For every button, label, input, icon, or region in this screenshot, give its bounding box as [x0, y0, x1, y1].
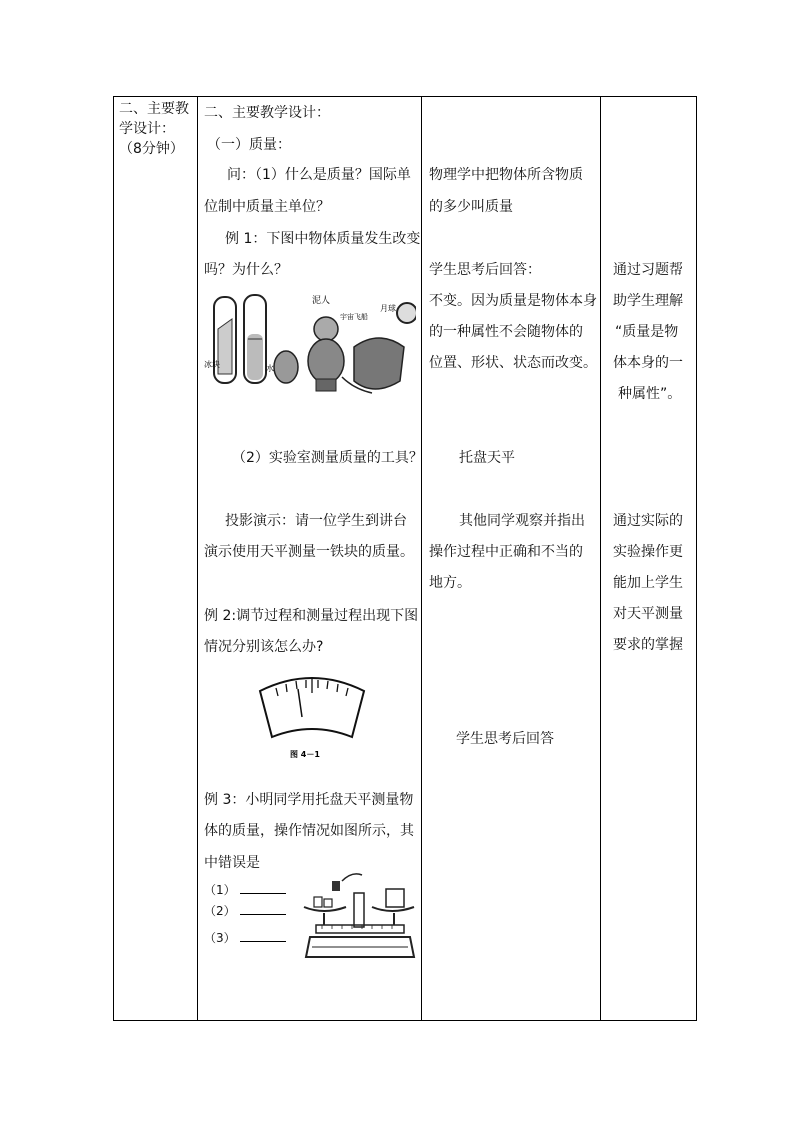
observe-line2: 操作过程中正确和不当的 [429, 544, 583, 560]
mass-change-figure [204, 289, 416, 405]
answer1-line4: 位置、形状、状态而改变。 [429, 355, 597, 371]
section-duration: （8分钟） [119, 141, 184, 157]
observe-line1: 其他同学观察并指出 [459, 513, 585, 529]
answer-blank-3 [204, 928, 286, 948]
ice-block [218, 319, 232, 374]
spaceship [354, 338, 404, 389]
clay-figure-head [314, 317, 338, 341]
mass-definition-line1: 物理学中把物体所含物质 [429, 167, 583, 183]
purpose1-line4: 体本身的一 [613, 355, 683, 371]
question1-line1: 问：（1）什么是质量？国际单 [227, 167, 411, 183]
answer1-line2: 不变。因为质量是物体本身 [429, 293, 597, 309]
example1-line1: 例 1：下图中物体质量发生改变 [225, 231, 421, 247]
clay-lump [274, 351, 298, 383]
tweezers [342, 874, 362, 881]
section-heading-line1: 二、主要教 [119, 101, 189, 117]
observe-line3: 地方。 [429, 575, 471, 591]
design-purpose-cell [601, 97, 697, 1021]
purpose1-line5: 种属性”。 [618, 386, 682, 402]
purpose2-line5: 要求的掌握 [613, 637, 683, 653]
blank3-label: （3） [204, 931, 236, 945]
weight-left-1 [314, 897, 322, 907]
example3-line2: 体的质量，操作情况如图所示，其 [204, 823, 414, 839]
mass-definition-line2: 的多少叫质量 [429, 199, 513, 215]
water-label: 水 [266, 364, 274, 373]
question1-line2: 位制中质量主单位？ [204, 199, 330, 215]
answer-blank-1 [204, 880, 286, 900]
section-cell [114, 97, 198, 1021]
purpose1-line2: 助学生理解 [613, 293, 683, 309]
table-row [114, 97, 697, 1021]
moon [397, 303, 416, 323]
weight-on-tweezers [332, 881, 340, 891]
purpose2-line2: 实验操作更 [613, 544, 683, 560]
teaching-content-cell [198, 97, 422, 1021]
demo-line1: 投影演示：请一位学生到讲台 [225, 513, 407, 529]
purpose2-line3: 能加上学生 [613, 575, 683, 591]
example2-line1: 例 2:调节过程和测量过程出现下图 [204, 608, 419, 624]
moon-label: 月球 [380, 304, 396, 313]
blank3-line [240, 928, 286, 942]
pointer-column [354, 893, 364, 927]
blank1-label: （1） [204, 883, 236, 897]
object-block [386, 889, 404, 907]
purpose1-line1: 通过习题帮 [613, 262, 683, 278]
figure2-caption: 图 4－1 [290, 750, 320, 759]
answer1-line1: 学生思考后回答： [429, 262, 541, 278]
blank1-line [240, 880, 286, 894]
dial-pointer [298, 689, 302, 717]
lesson-plan-table [113, 96, 697, 1021]
example3-line3: 中错误是 [204, 855, 260, 871]
weight-left-2 [324, 899, 332, 907]
ice-label: 冰块 [204, 360, 220, 369]
answer-blank-2 [204, 901, 286, 921]
spaceship-label: 宇宙飞船 [340, 313, 368, 321]
demo-line2: 演示使用天平测量一铁块的质量。 [204, 544, 414, 560]
clay-figure-label: 泥人 [312, 296, 331, 306]
purpose2-line1: 通过实际的 [613, 513, 683, 529]
mass-subheading: （一）质量： [207, 137, 291, 153]
tray-balance-figure [302, 867, 418, 963]
blank2-line [240, 901, 286, 915]
student-activity-cell [422, 97, 601, 1021]
purpose2-line4: 对天平测量 [613, 606, 683, 622]
water-fill [247, 334, 263, 380]
purpose1-line3: “质量是物 [615, 324, 679, 340]
balance-beam [316, 925, 404, 933]
section-heading-line2: 学设计： [119, 121, 175, 137]
content-heading: 二、主要教学设计： [204, 105, 330, 121]
example2-line2: 情况分别该怎么办? [204, 639, 324, 655]
balance-dial-figure [254, 669, 370, 765]
answer2: 学生思考后回答 [456, 731, 554, 747]
answer1-line3: 的一种属性不会随物体的 [429, 324, 583, 340]
example3-line1: 例 3：小明同学用托盘天平测量物 [204, 792, 414, 808]
blank2-label: （2） [204, 904, 236, 918]
example1-line2: 吗？为什么？ [204, 262, 288, 278]
balance-tool-answer: 托盘天平 [459, 450, 515, 466]
clay-figure-body [308, 339, 344, 383]
question2: （2）实验室测量质量的工具？ [232, 450, 423, 466]
